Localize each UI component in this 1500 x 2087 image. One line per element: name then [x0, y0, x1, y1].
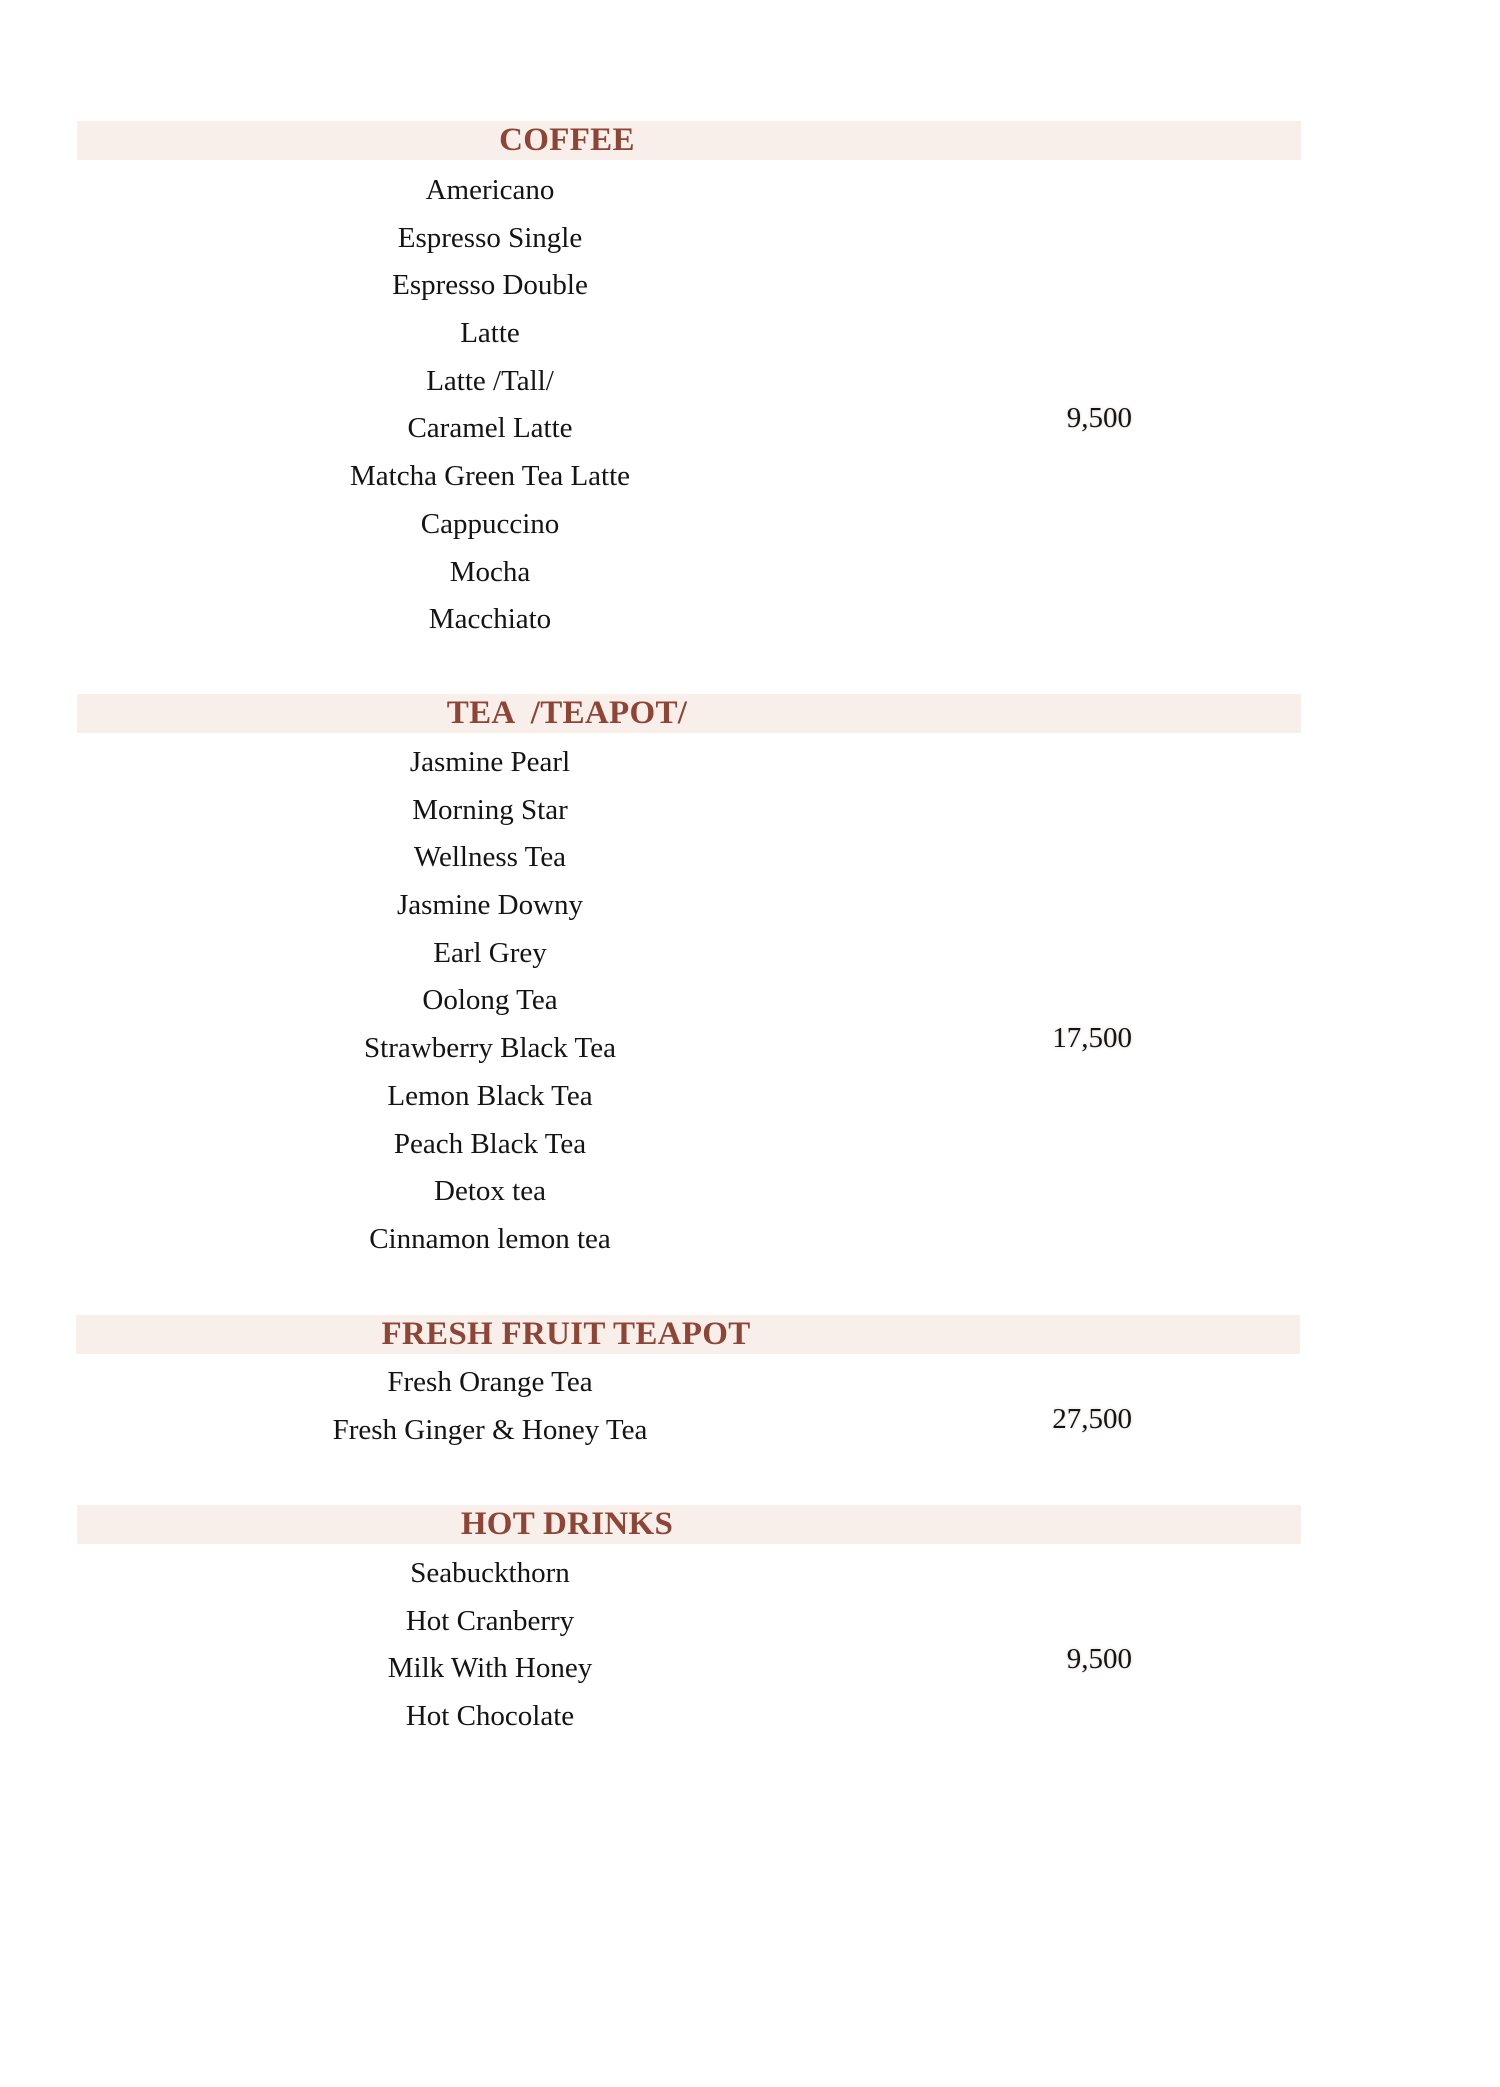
item-list-coffee	[0, 167, 980, 644]
list-item: Caramel Latte	[407, 412, 573, 445]
list-item: Peach Black Tea	[393, 1127, 587, 1160]
list-item: Jasmine Pearl	[409, 746, 571, 778]
list-item: Hot Chocolate	[405, 1700, 575, 1733]
list-item: Latte /Tall/	[426, 364, 554, 397]
list-item: Fresh Orange Tea	[387, 1366, 593, 1398]
section-title: TEA /TEAPOT/	[446, 695, 688, 731]
list-item: Mocha	[449, 555, 531, 588]
list-item: Lemon Black Tea	[387, 1079, 593, 1112]
item-list-tea	[0, 739, 980, 1264]
list-item: Matcha Green Tea Latte	[349, 460, 631, 493]
list-item: Strawberry Black Tea	[364, 1032, 616, 1065]
list-item: Cappuccino	[420, 507, 560, 540]
section-header-tea	[77, 694, 1301, 733]
list-item: Cinnamon lemon tea	[369, 1222, 611, 1255]
list-item: Earl Grey	[433, 936, 547, 969]
section-header-coffee	[77, 121, 1301, 160]
price-tea: 17,500	[1052, 1022, 1132, 1054]
item-list-fresh-fruit-teapot	[0, 1359, 980, 1454]
price-fresh-fruit-teapot: 27,500	[1052, 1403, 1132, 1435]
section-header-fresh-fruit-teapot	[76, 1315, 1300, 1354]
list-item: Americano	[425, 174, 555, 206]
list-item: Morning Star	[412, 793, 568, 826]
list-item: Seabuckthorn	[410, 1557, 570, 1589]
list-item: Detox tea	[434, 1175, 546, 1208]
list-item: Hot Cranberry	[405, 1604, 575, 1637]
list-item: Milk With Honey	[387, 1652, 593, 1685]
list-item: Fresh Ginger & Honey Tea	[332, 1413, 648, 1446]
item-list-hot-drinks	[0, 1550, 980, 1741]
section-title: HOT DRINKS	[460, 1506, 674, 1542]
list-item: Latte	[460, 317, 520, 350]
price-hot-drinks: 9,500	[1066, 1643, 1132, 1675]
price-coffee: 9,500	[1066, 402, 1132, 434]
list-item: Oolong Tea	[422, 984, 558, 1017]
list-item: Wellness Tea	[413, 841, 567, 874]
list-item: Espresso Single	[397, 221, 583, 254]
list-item: Jasmine Downy	[396, 889, 584, 922]
section-title: FRESH FRUIT TEAPOT	[381, 1316, 751, 1352]
list-item: Macchiato	[428, 603, 552, 636]
list-item: Espresso Double	[392, 269, 588, 302]
section-title: COFFEE	[499, 122, 635, 158]
section-header-hot-drinks	[77, 1505, 1301, 1544]
